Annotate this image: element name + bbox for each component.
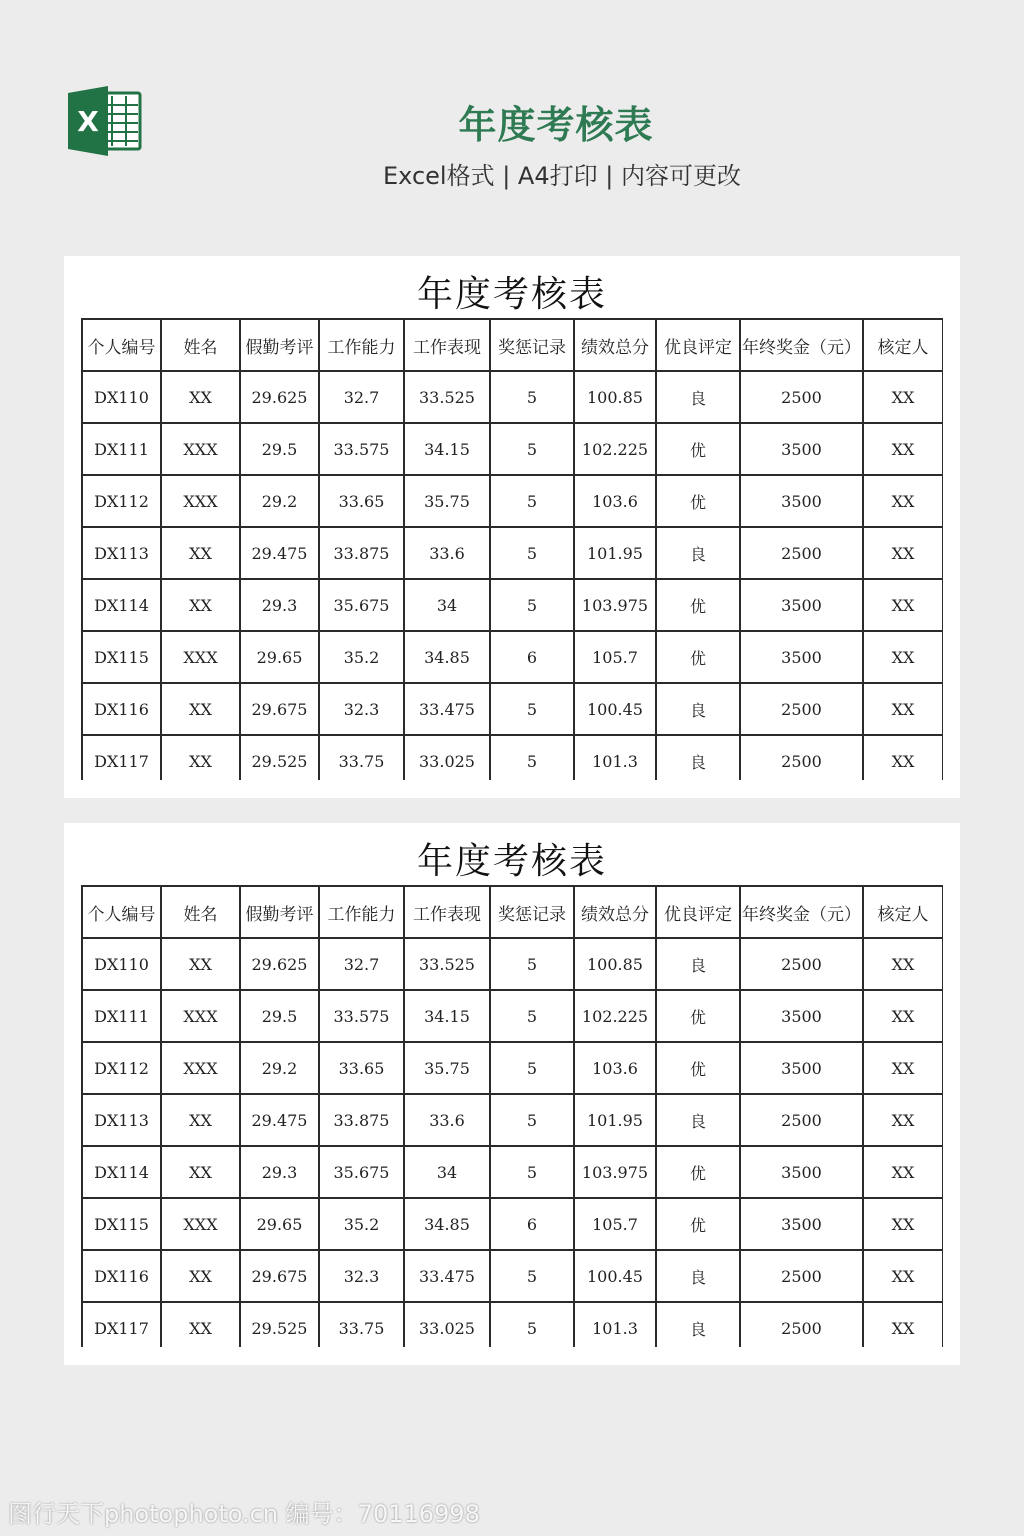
table-cell: 102.225: [574, 423, 656, 475]
column-header: 姓名: [161, 319, 240, 371]
table-cell: 29.625: [240, 371, 319, 423]
page-subtitle: Excel格式 | A4打印 | 内容可更改: [383, 162, 741, 190]
table-cell: 3500: [740, 1198, 863, 1250]
table-cell: XX: [161, 1094, 240, 1146]
table-cell: 2500: [740, 938, 863, 990]
table-cell: DX114: [82, 579, 161, 631]
table-cell: DX112: [82, 475, 161, 527]
table-cell: XX: [863, 423, 943, 475]
table-row: [82, 1250, 943, 1302]
table-cell: 35.75: [404, 1042, 490, 1094]
table-cell: 2500: [740, 1250, 863, 1302]
table-cell: 33.875: [319, 527, 404, 579]
table-cell: 33.575: [319, 990, 404, 1042]
table-cell: 29.5: [240, 423, 319, 475]
table-cell: 3500: [740, 579, 863, 631]
table-cell: 优: [656, 990, 740, 1042]
table-cell: DX117: [82, 1302, 161, 1347]
table-cell: 29.525: [240, 735, 319, 780]
table-cell: XX: [863, 527, 943, 579]
table-cell: DX116: [82, 683, 161, 735]
table-cell: 29.65: [240, 1198, 319, 1250]
table-cell: 102.225: [574, 990, 656, 1042]
table-cell: 29.475: [240, 527, 319, 579]
table-cell: 33.025: [404, 735, 490, 780]
column-header: 假勤考评: [240, 886, 319, 938]
table-cell: XX: [863, 683, 943, 735]
table-cell: 105.7: [574, 631, 656, 683]
table-row: [82, 1094, 943, 1146]
table-cell: 101.95: [574, 527, 656, 579]
table-cell: 33.475: [404, 1250, 490, 1302]
table-cell: 35.675: [319, 1146, 404, 1198]
table-cell: 29.3: [240, 1146, 319, 1198]
sheet-preview-1: [64, 256, 960, 798]
table-row: [82, 990, 943, 1042]
sheet-preview-2: [64, 823, 960, 1365]
table-cell: XXX: [161, 990, 240, 1042]
table-cell: XXX: [161, 631, 240, 683]
table-header-row: [82, 886, 943, 938]
column-header: 个人编号: [82, 886, 161, 938]
table-cell: 101.95: [574, 1094, 656, 1146]
table-cell: 33.525: [404, 938, 490, 990]
table-cell: 3500: [740, 1042, 863, 1094]
table-cell: 33.65: [319, 1042, 404, 1094]
table-cell: 6: [490, 631, 574, 683]
table-cell: 29.3: [240, 579, 319, 631]
table-cell: 5: [490, 1146, 574, 1198]
table-cell: 良: [656, 1094, 740, 1146]
column-header: 工作能力: [319, 319, 404, 371]
table-cell: 34.15: [404, 990, 490, 1042]
table-row: [82, 735, 943, 780]
column-header: 绩效总分: [574, 886, 656, 938]
table-cell: 33.6: [404, 527, 490, 579]
table-row: [82, 423, 943, 475]
table-cell: 29.65: [240, 631, 319, 683]
appraisal-table: [81, 885, 943, 1347]
table-row: [82, 371, 943, 423]
table-cell: 33.875: [319, 1094, 404, 1146]
table-cell: 5: [490, 475, 574, 527]
table-cell: 优: [656, 579, 740, 631]
column-header: 个人编号: [82, 319, 161, 371]
table-cell: 5: [490, 423, 574, 475]
table-cell: 33.475: [404, 683, 490, 735]
table-cell: 优: [656, 1042, 740, 1094]
table-cell: XX: [863, 1250, 943, 1302]
table-cell: 34: [404, 1146, 490, 1198]
table-cell: DX116: [82, 1250, 161, 1302]
table-header-row: [82, 319, 943, 371]
table-cell: 5: [490, 1094, 574, 1146]
table-cell: XXX: [161, 1198, 240, 1250]
table-cell: DX110: [82, 938, 161, 990]
table-cell: 5: [490, 371, 574, 423]
table-cell: 105.7: [574, 1198, 656, 1250]
table-cell: 34.85: [404, 1198, 490, 1250]
table-cell: XX: [161, 683, 240, 735]
table-cell: 103.975: [574, 1146, 656, 1198]
table-row: [82, 1042, 943, 1094]
table-cell: 100.85: [574, 938, 656, 990]
table-cell: 33.575: [319, 423, 404, 475]
table-cell: 29.525: [240, 1302, 319, 1347]
watermark: 图行天下photophoto.cn 编号：70116998: [8, 1500, 480, 1528]
table-row: [82, 475, 943, 527]
column-header: 绩效总分: [574, 319, 656, 371]
table-cell: 103.975: [574, 579, 656, 631]
table-cell: 32.7: [319, 371, 404, 423]
table-cell: 2500: [740, 683, 863, 735]
table-cell: 34.15: [404, 423, 490, 475]
table-cell: 5: [490, 735, 574, 780]
table-cell: XX: [161, 527, 240, 579]
table-cell: 5: [490, 579, 574, 631]
table-cell: 32.7: [319, 938, 404, 990]
column-header: 姓名: [161, 886, 240, 938]
table-cell: 2500: [740, 371, 863, 423]
table-cell: 103.6: [574, 1042, 656, 1094]
table-cell: 3500: [740, 475, 863, 527]
table-row: [82, 527, 943, 579]
table-cell: 35.2: [319, 631, 404, 683]
column-header: 工作表现: [404, 886, 490, 938]
table-row: [82, 1198, 943, 1250]
table-cell: 29.2: [240, 475, 319, 527]
table-cell: DX117: [82, 735, 161, 780]
table-cell: 100.45: [574, 1250, 656, 1302]
table-row: [82, 1146, 943, 1198]
table-cell: XX: [863, 371, 943, 423]
table-cell: 101.3: [574, 735, 656, 780]
column-header: 工作表现: [404, 319, 490, 371]
excel-logo-letter: X: [77, 105, 99, 138]
table-cell: XX: [863, 579, 943, 631]
table-cell: 29.2: [240, 1042, 319, 1094]
table-cell: XX: [863, 938, 943, 990]
table-cell: 100.45: [574, 683, 656, 735]
table-cell: 32.3: [319, 1250, 404, 1302]
table-cell: 良: [656, 735, 740, 780]
table-cell: 29.5: [240, 990, 319, 1042]
table-cell: 优: [656, 1146, 740, 1198]
column-header: 核定人: [863, 886, 943, 938]
table-cell: XXX: [161, 1042, 240, 1094]
table-cell: 优: [656, 631, 740, 683]
table-cell: 3500: [740, 631, 863, 683]
page-title: 年度考核表: [458, 103, 654, 147]
table-row: [82, 683, 943, 735]
table-cell: XXX: [161, 423, 240, 475]
table-cell: 33.75: [319, 735, 404, 780]
table-cell: 优: [656, 423, 740, 475]
table-cell: DX115: [82, 1198, 161, 1250]
table-cell: DX111: [82, 423, 161, 475]
table-cell: XX: [161, 1302, 240, 1347]
table-row: [82, 1302, 943, 1347]
table-cell: XX: [863, 990, 943, 1042]
table-cell: 良: [656, 938, 740, 990]
table-cell: 100.85: [574, 371, 656, 423]
table-cell: XX: [161, 735, 240, 780]
table-cell: 33.025: [404, 1302, 490, 1347]
table-cell: 33.65: [319, 475, 404, 527]
table-cell: 5: [490, 1302, 574, 1347]
table-cell: 29.675: [240, 1250, 319, 1302]
table-cell: 5: [490, 990, 574, 1042]
table-cell: XX: [863, 1094, 943, 1146]
table-cell: XX: [161, 579, 240, 631]
table-cell: 优: [656, 1198, 740, 1250]
table-cell: DX113: [82, 1094, 161, 1146]
column-header: 优良评定: [656, 886, 740, 938]
table-cell: XX: [161, 1146, 240, 1198]
table-cell: 32.3: [319, 683, 404, 735]
table-cell: 2500: [740, 1094, 863, 1146]
table-row: [82, 579, 943, 631]
table-cell: 29.675: [240, 683, 319, 735]
table-cell: XX: [863, 735, 943, 780]
table-cell: 2500: [740, 735, 863, 780]
table-cell: 6: [490, 1198, 574, 1250]
table-cell: 2500: [740, 527, 863, 579]
table-viewport: [81, 318, 943, 780]
table-cell: 3500: [740, 1146, 863, 1198]
table-cell: 34: [404, 579, 490, 631]
table-cell: 优: [656, 475, 740, 527]
table-cell: XX: [161, 371, 240, 423]
column-header: 奖惩记录: [490, 886, 574, 938]
sheet-title: 年度考核表: [416, 841, 607, 882]
table-cell: 29.475: [240, 1094, 319, 1146]
table-cell: 5: [490, 938, 574, 990]
table-cell: DX111: [82, 990, 161, 1042]
table-cell: 103.6: [574, 475, 656, 527]
table-cell: 良: [656, 683, 740, 735]
table-cell: 5: [490, 683, 574, 735]
table-cell: DX112: [82, 1042, 161, 1094]
table-cell: XX: [161, 938, 240, 990]
table-cell: 3500: [740, 423, 863, 475]
table-cell: 2500: [740, 1302, 863, 1347]
table-cell: 29.625: [240, 938, 319, 990]
column-header: 年终奖金（元）: [740, 319, 863, 371]
table-cell: XX: [863, 631, 943, 683]
table-cell: DX115: [82, 631, 161, 683]
table-cell: 5: [490, 1042, 574, 1094]
table-cell: DX110: [82, 371, 161, 423]
table-viewport: [81, 885, 943, 1347]
table-row: [82, 631, 943, 683]
table-cell: XX: [863, 1146, 943, 1198]
table-cell: 33.75: [319, 1302, 404, 1347]
table-cell: XXX: [161, 475, 240, 527]
table-cell: XX: [863, 1042, 943, 1094]
table-cell: 35.2: [319, 1198, 404, 1250]
table-cell: 35.75: [404, 475, 490, 527]
sheet-title: 年度考核表: [416, 274, 607, 315]
table-row: [82, 938, 943, 990]
table-cell: 良: [656, 1250, 740, 1302]
table-cell: DX114: [82, 1146, 161, 1198]
table-cell: 33.525: [404, 371, 490, 423]
table-cell: 35.675: [319, 579, 404, 631]
table-cell: XX: [161, 1250, 240, 1302]
table-cell: 33.6: [404, 1094, 490, 1146]
table-cell: 良: [656, 1302, 740, 1347]
column-header: 奖惩记录: [490, 319, 574, 371]
table-cell: 良: [656, 371, 740, 423]
table-cell: 3500: [740, 990, 863, 1042]
column-header: 优良评定: [656, 319, 740, 371]
column-header: 年终奖金（元）: [740, 886, 863, 938]
table-cell: XX: [863, 1302, 943, 1347]
table-cell: 34.85: [404, 631, 490, 683]
table-cell: DX113: [82, 527, 161, 579]
column-header: 假勤考评: [240, 319, 319, 371]
table-cell: 良: [656, 527, 740, 579]
column-header: 工作能力: [319, 886, 404, 938]
table-cell: 5: [490, 1250, 574, 1302]
table-cell: 5: [490, 527, 574, 579]
table-cell: 101.3: [574, 1302, 656, 1347]
table-cell: XX: [863, 1198, 943, 1250]
table-cell: XX: [863, 475, 943, 527]
appraisal-table: [81, 318, 943, 780]
column-header: 核定人: [863, 319, 943, 371]
